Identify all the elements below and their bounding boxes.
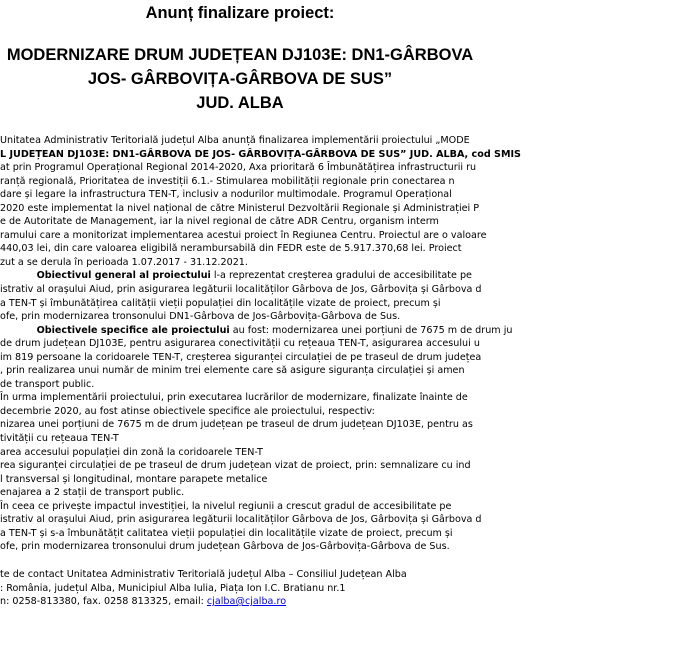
impact-line: ofe, prin modernizarea tronsonului drum județean Gârbova de Jos-Gârbovița-Gârbova de Sus. xyxy=(0,541,450,553)
specific-objectives-label: Obiectivele specifice ale proiectului xyxy=(36,324,230,336)
project-title-line-3: JUD. ALBA xyxy=(196,94,284,112)
specific-objectives-line: , prin realizarea unui număr de minim trei elemente care să asigure siguranța circulației și amen xyxy=(0,365,465,377)
results-intro-line: decembrie 2020, au fost atinse obiectivele specifice ale proiectului, respectiv: xyxy=(0,405,375,417)
spacer xyxy=(0,554,700,568)
results-item: tivității cu rețeaua TEN-T xyxy=(0,433,119,445)
general-objective-label: Obiectivul general al proiectului xyxy=(36,270,211,282)
results-item: area accesului populației din zonă la coridoarele TEN-T xyxy=(0,446,263,458)
results-item: rea siguranței circulației de pe traseul de drum județean vizat de proiect, prin: semnalizare cu ind xyxy=(0,460,471,472)
contact-email-link[interactable]: cjalba@cjalba.ro xyxy=(206,596,287,608)
intro-line: 440,03 lei, din care valoarea eligibilă nerambursabilă din FEDR este de 5.917.370,68 lei. Proiect xyxy=(0,243,462,255)
intro-line: L JUDEȚEAN DJ103E: DN1-GÂRBOVA DE JOS- GÂRBOVIȚA-GÂRBOVA DE SUS” JUD. ALBA, cod SMIS xyxy=(0,148,521,160)
contact-phone-fax: n: 0258-813380, fax. 0258 813325, email: xyxy=(0,596,207,608)
specific-objectives-text: au fost: modernizarea unei porțiuni de 7675 m de drum ju xyxy=(229,324,513,336)
specific-objectives-line: de drum județean DJ103E, pentru asigurarea conectivității cu rețeaua TEN-T, asigurarea accesului u xyxy=(0,338,480,350)
intro-line: 2020 este implementat la nivel național de către Ministerul Dezvoltării Regionale și Administrației P xyxy=(0,202,480,214)
general-objective-line: a TEN-T și îmbunătățirea calității vieții populației din localitățile vizate de proiect, precum și xyxy=(0,297,441,309)
impact-line: În ceea ce privește impactul investiției, la nivelul regiunii a crescut gradul de accesibilitate pe xyxy=(0,500,452,512)
project-title-line-2: JOS- GÂRBOVIȚA-GÂRBOVA DE SUS” xyxy=(87,70,393,88)
results-item: l transversal și longitudinal, montare parapete metalice xyxy=(0,473,268,485)
specific-objectives-line xyxy=(0,324,700,338)
contact-line: te de contact Unitatea Administrativ Teritorială județul Alba – Consiliul Județean Alba xyxy=(0,568,407,580)
intro-line: Unitatea Administrativ Teritorială județul Alba anunță finalizarea implementării proiectului „MODE xyxy=(0,135,470,146)
general-objective-text: l-a reprezentat creșterea gradului de accesibilitate pe xyxy=(210,270,472,282)
intro-line: ranță regională, Prioritatea de investiții 6.1.- Stimularea mobilității regionale prin conectarea n xyxy=(0,175,455,187)
specific-objectives-line: de transport public. xyxy=(0,378,95,390)
project-title-line-1: MODERNIZARE DRUM JUDEȚEAN DJ103E: DN1-GÂRBOVA xyxy=(6,46,474,64)
results-item: nizarea unei porțiuni de 7675 m de drum județean pe traseul de drum județean DJ103E, pentru as xyxy=(0,419,473,431)
impact-line: a TEN-T și s-a îmbunătățit calitatea vieții populației din localitățile vizate de proiect, precum și xyxy=(0,527,453,539)
results-item: enajarea a 2 stații de transport public. xyxy=(0,487,185,499)
contact-phone-line xyxy=(0,595,700,609)
contact-address: : România, județul Alba, Municipiul Alba Iulia, Piața Ion I.C. Bratianu nr.1 xyxy=(0,582,346,594)
intro-line: at prin Programul Operațional Regional 2014-2020, Axa prioritară 6 Îmbunătățirea infrastructurii ru xyxy=(0,162,477,174)
general-objective-line xyxy=(0,269,700,283)
specific-objectives-line: im 819 persoane la coridoarele TEN-T, creșterea siguranței circulației de pe traseul de drum județea xyxy=(0,351,482,363)
intro-line: dare și legare la infrastructura TEN-T, inclusiv a nodurilor multimodale. Programul Operațional xyxy=(0,189,452,201)
intro-line: ramului care a monitorizat implementarea acestui proiect în Regiunea Centru. Proiectul are o valoare xyxy=(0,229,487,241)
general-objective-line: ofe, prin modernizarea tronsonului DN1-Gârbova de Jos-Gârbovița-Gârbova de Sus. xyxy=(0,311,401,323)
general-objective-line: istrativ al orașului Aiud, prin asigurarea legăturii localităților Gârbova de Jos, Gârbovița și Gârbova d xyxy=(0,284,482,296)
announcement-body xyxy=(0,134,700,609)
results-intro-line: În urma implementării proiectului, prin executarea lucrărilor de modernizare, finalizate înainte de xyxy=(0,392,468,404)
announcement-heading: Anunț finalizare proiect: xyxy=(145,4,335,22)
intro-line: zut a se derula în perioada 1.07.2017 - 31.12.2021. xyxy=(0,256,248,268)
intro-line: e de Autoritate de Management, iar la nivel regional de către ADR Centru, organism interm xyxy=(0,216,439,228)
impact-line: istrativ al orașului Aiud, prin asigurarea legăturii localităților Gârbova de Jos, Gârbovița și Gârbova d xyxy=(0,514,482,526)
